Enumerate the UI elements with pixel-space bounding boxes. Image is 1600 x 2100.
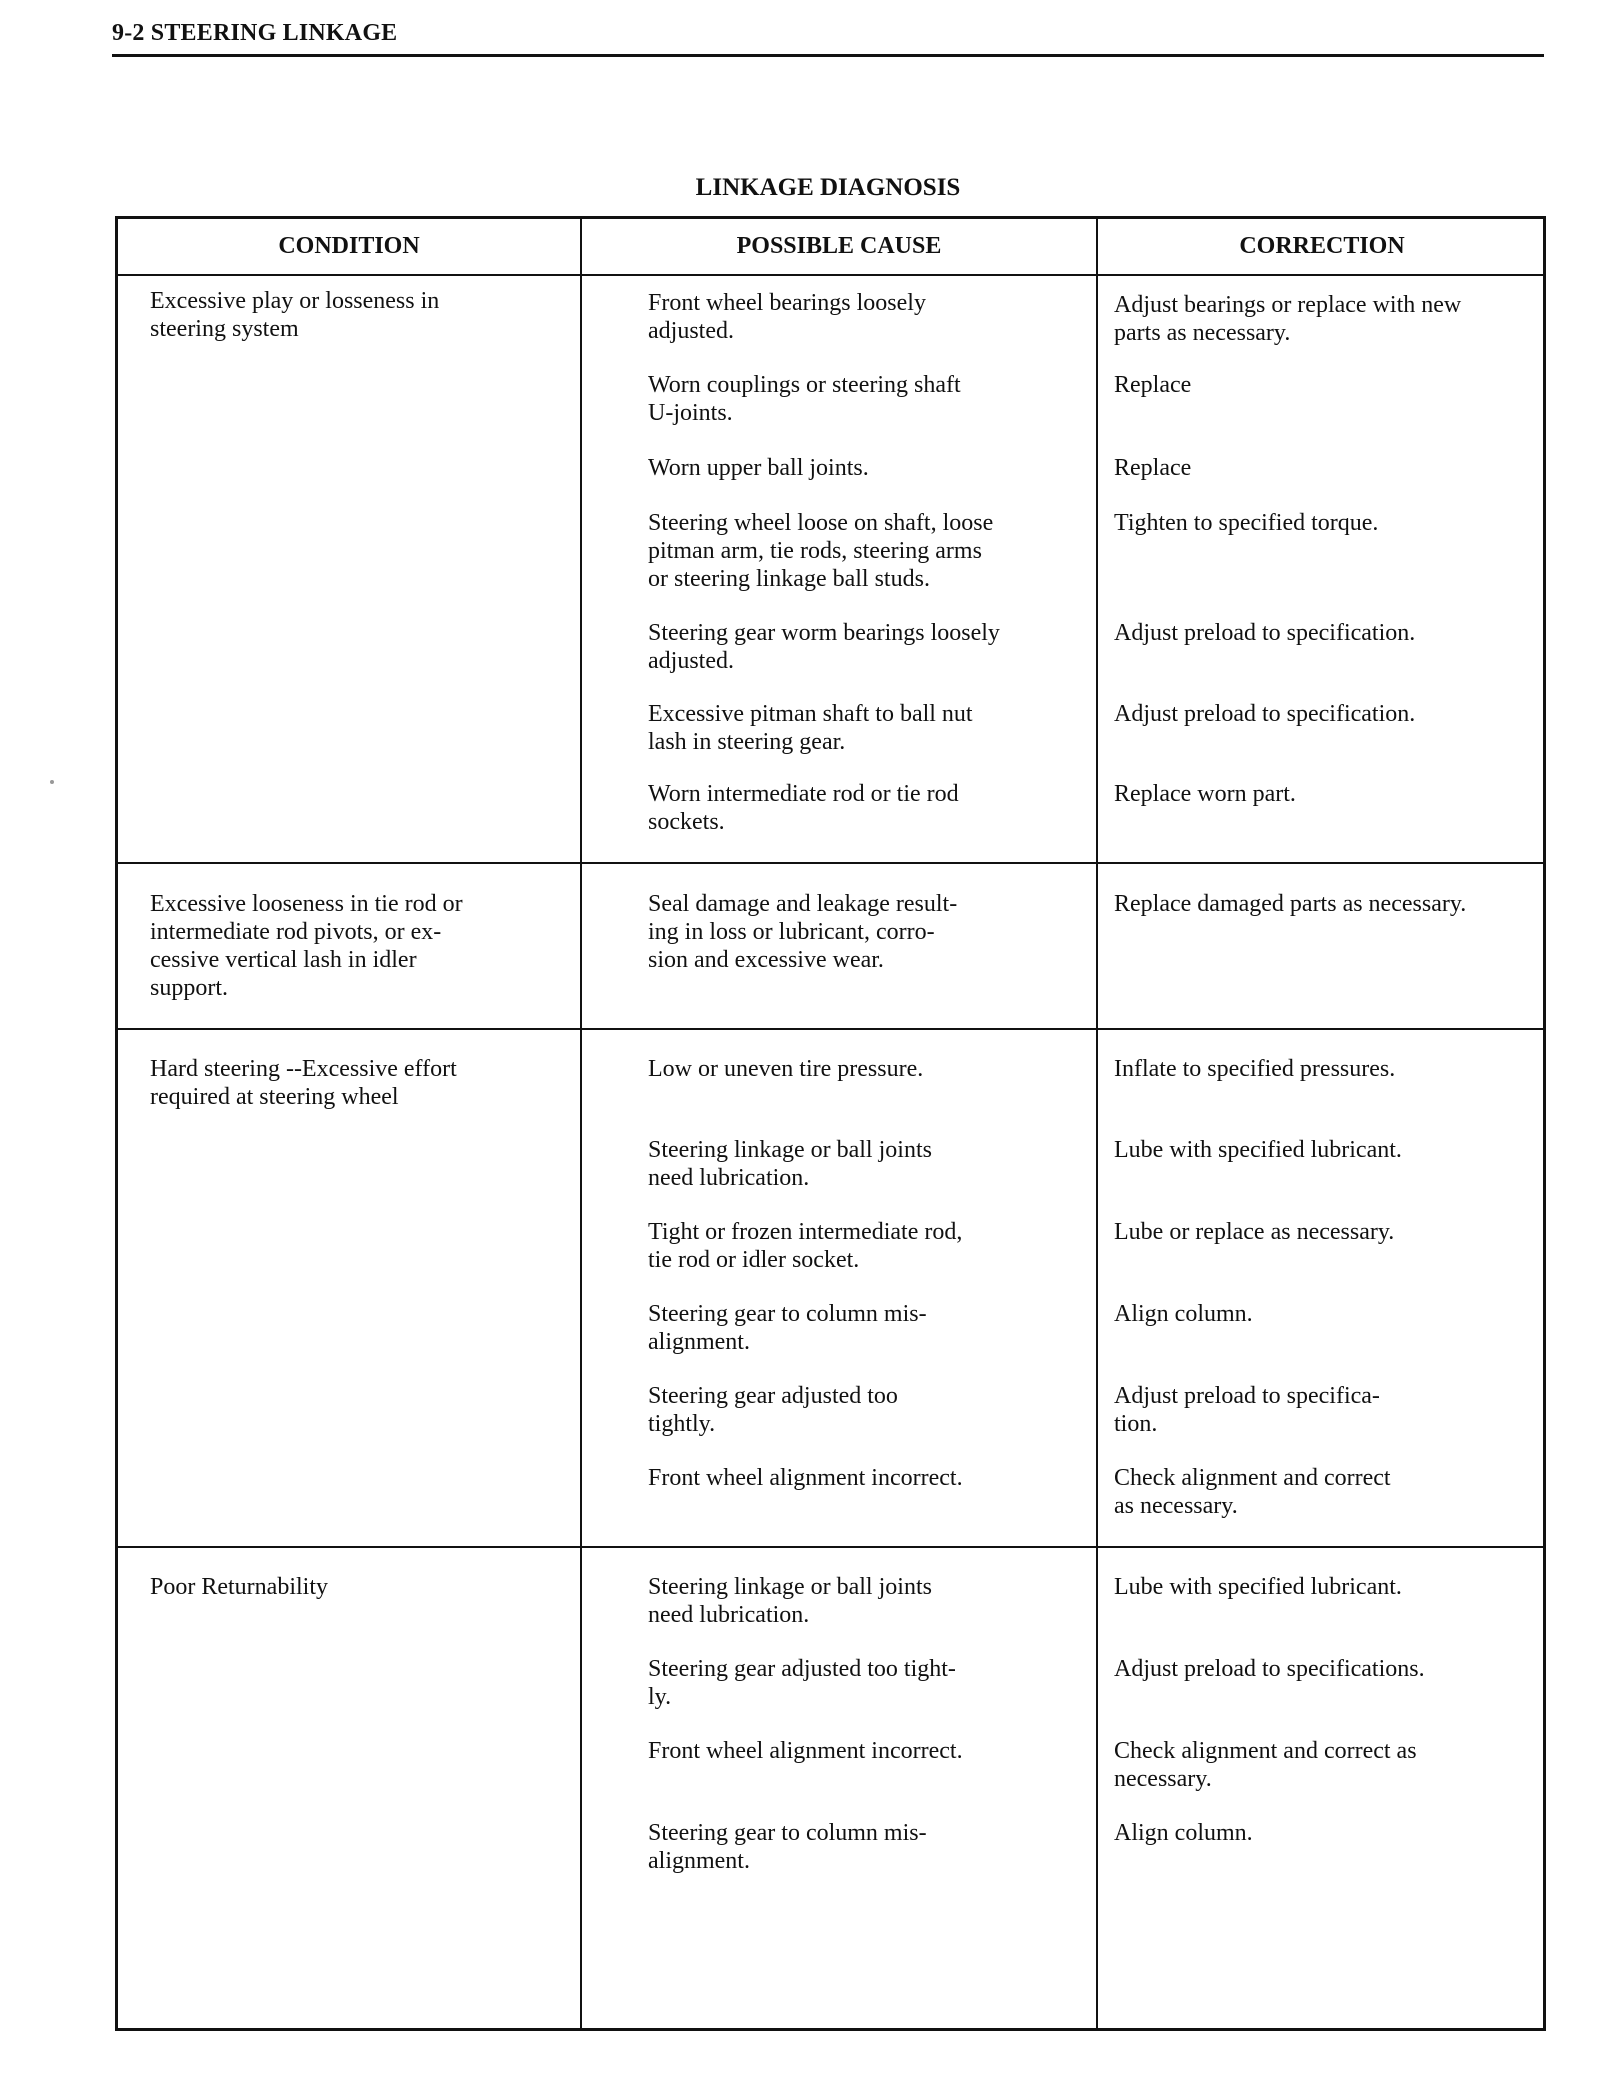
correction-cell: Adjust preload to specifica- tion. <box>1114 1383 1380 1437</box>
column-divider <box>1096 219 1098 2028</box>
cause-cell: Tight or frozen intermediate rod, tie rod or idler socket. <box>648 1219 963 1273</box>
correction-cell: Adjust bearings or replace with new parts as necessary. <box>1114 292 1462 346</box>
correction-cell: Lube with specified lubricant. <box>1114 1574 1402 1600</box>
cause-cell: Low or uneven tire pressure. <box>648 1056 924 1082</box>
correction-cell: Adjust preload to specifications. <box>1114 1656 1425 1682</box>
cause-cell: Steering gear to column mis- alignment. <box>648 1301 927 1355</box>
row-divider <box>118 862 1543 864</box>
condition-cell: Excessive looseness in tie rod or intermediate rod pivots, or ex- cessive vertical lash in idler support. <box>150 891 463 1001</box>
table-title: LINKAGE DIAGNOSIS <box>695 174 961 201</box>
correction-cell: Check alignment and correct as necessary. <box>1114 1465 1391 1519</box>
header-possible-cause: POSSIBLE CAUSE <box>736 233 942 259</box>
margin-mark <box>50 780 54 784</box>
condition-cell: Excessive play or losseness in steering system <box>150 288 440 342</box>
cause-cell: Worn intermediate rod or tie rod sockets. <box>648 781 959 835</box>
cause-cell: Steering gear adjusted too tight- ly. <box>648 1656 956 1710</box>
cause-cell: Steering wheel loose on shaft, loose pitman arm, tie rods, steering arms or steering linkage ball studs. <box>648 510 994 592</box>
cause-cell: Steering gear adjusted too tightly. <box>648 1383 898 1437</box>
cause-cell: Seal damage and leakage result- ing in loss or lubricant, corro- sion and excessive wear. <box>648 891 958 973</box>
correction-cell: Replace <box>1114 455 1192 481</box>
cause-cell: Steering linkage or ball joints need lubrication. <box>648 1574 932 1628</box>
header-rule <box>112 54 1544 57</box>
condition-cell: Poor Returnability <box>150 1574 328 1600</box>
row-divider <box>118 1546 1543 1548</box>
cause-cell: Steering linkage or ball joints need lubrication. <box>648 1137 932 1191</box>
cause-cell: Steering gear to column mis- alignment. <box>648 1820 927 1874</box>
correction-cell: Replace damaged parts as necessary. <box>1114 891 1467 917</box>
cause-cell: Front wheel bearings loosely adjusted. <box>648 290 926 344</box>
correction-cell: Lube or replace as necessary. <box>1114 1219 1395 1245</box>
condition-cell: Hard steering --Excessive effort required at steering wheel <box>150 1056 457 1110</box>
cause-cell: Worn upper ball joints. <box>648 455 869 481</box>
correction-cell: Replace worn part. <box>1114 781 1296 807</box>
row-divider <box>118 1028 1543 1030</box>
correction-cell: Tighten to specified torque. <box>1114 510 1379 536</box>
page-header: 9-2 STEERING LINKAGE <box>112 20 398 46</box>
cause-cell: Excessive pitman shaft to ball nut lash in steering gear. <box>648 701 973 755</box>
cause-cell: Front wheel alignment incorrect. <box>648 1465 963 1491</box>
correction-cell: Align column. <box>1114 1301 1253 1327</box>
diagnosis-table <box>115 216 1546 2031</box>
cause-cell: Steering gear worm bearings loosely adjusted. <box>648 620 1000 674</box>
column-divider <box>580 219 582 2028</box>
correction-cell: Adjust preload to specification. <box>1114 620 1416 646</box>
cause-cell: Worn couplings or steering shaft U-joints. <box>648 372 961 426</box>
header-correction: CORRECTION <box>1239 233 1405 259</box>
header-rule-line <box>118 274 1543 276</box>
correction-cell: Check alignment and correct as necessary. <box>1114 1738 1417 1792</box>
cause-cell: Front wheel alignment incorrect. <box>648 1738 963 1764</box>
correction-cell: Adjust preload to specification. <box>1114 701 1416 727</box>
header-condition: CONDITION <box>278 233 420 259</box>
correction-cell: Align column. <box>1114 1820 1253 1846</box>
correction-cell: Replace <box>1114 372 1192 398</box>
correction-cell: Lube with specified lubricant. <box>1114 1137 1402 1163</box>
correction-cell: Inflate to specified pressures. <box>1114 1056 1396 1082</box>
